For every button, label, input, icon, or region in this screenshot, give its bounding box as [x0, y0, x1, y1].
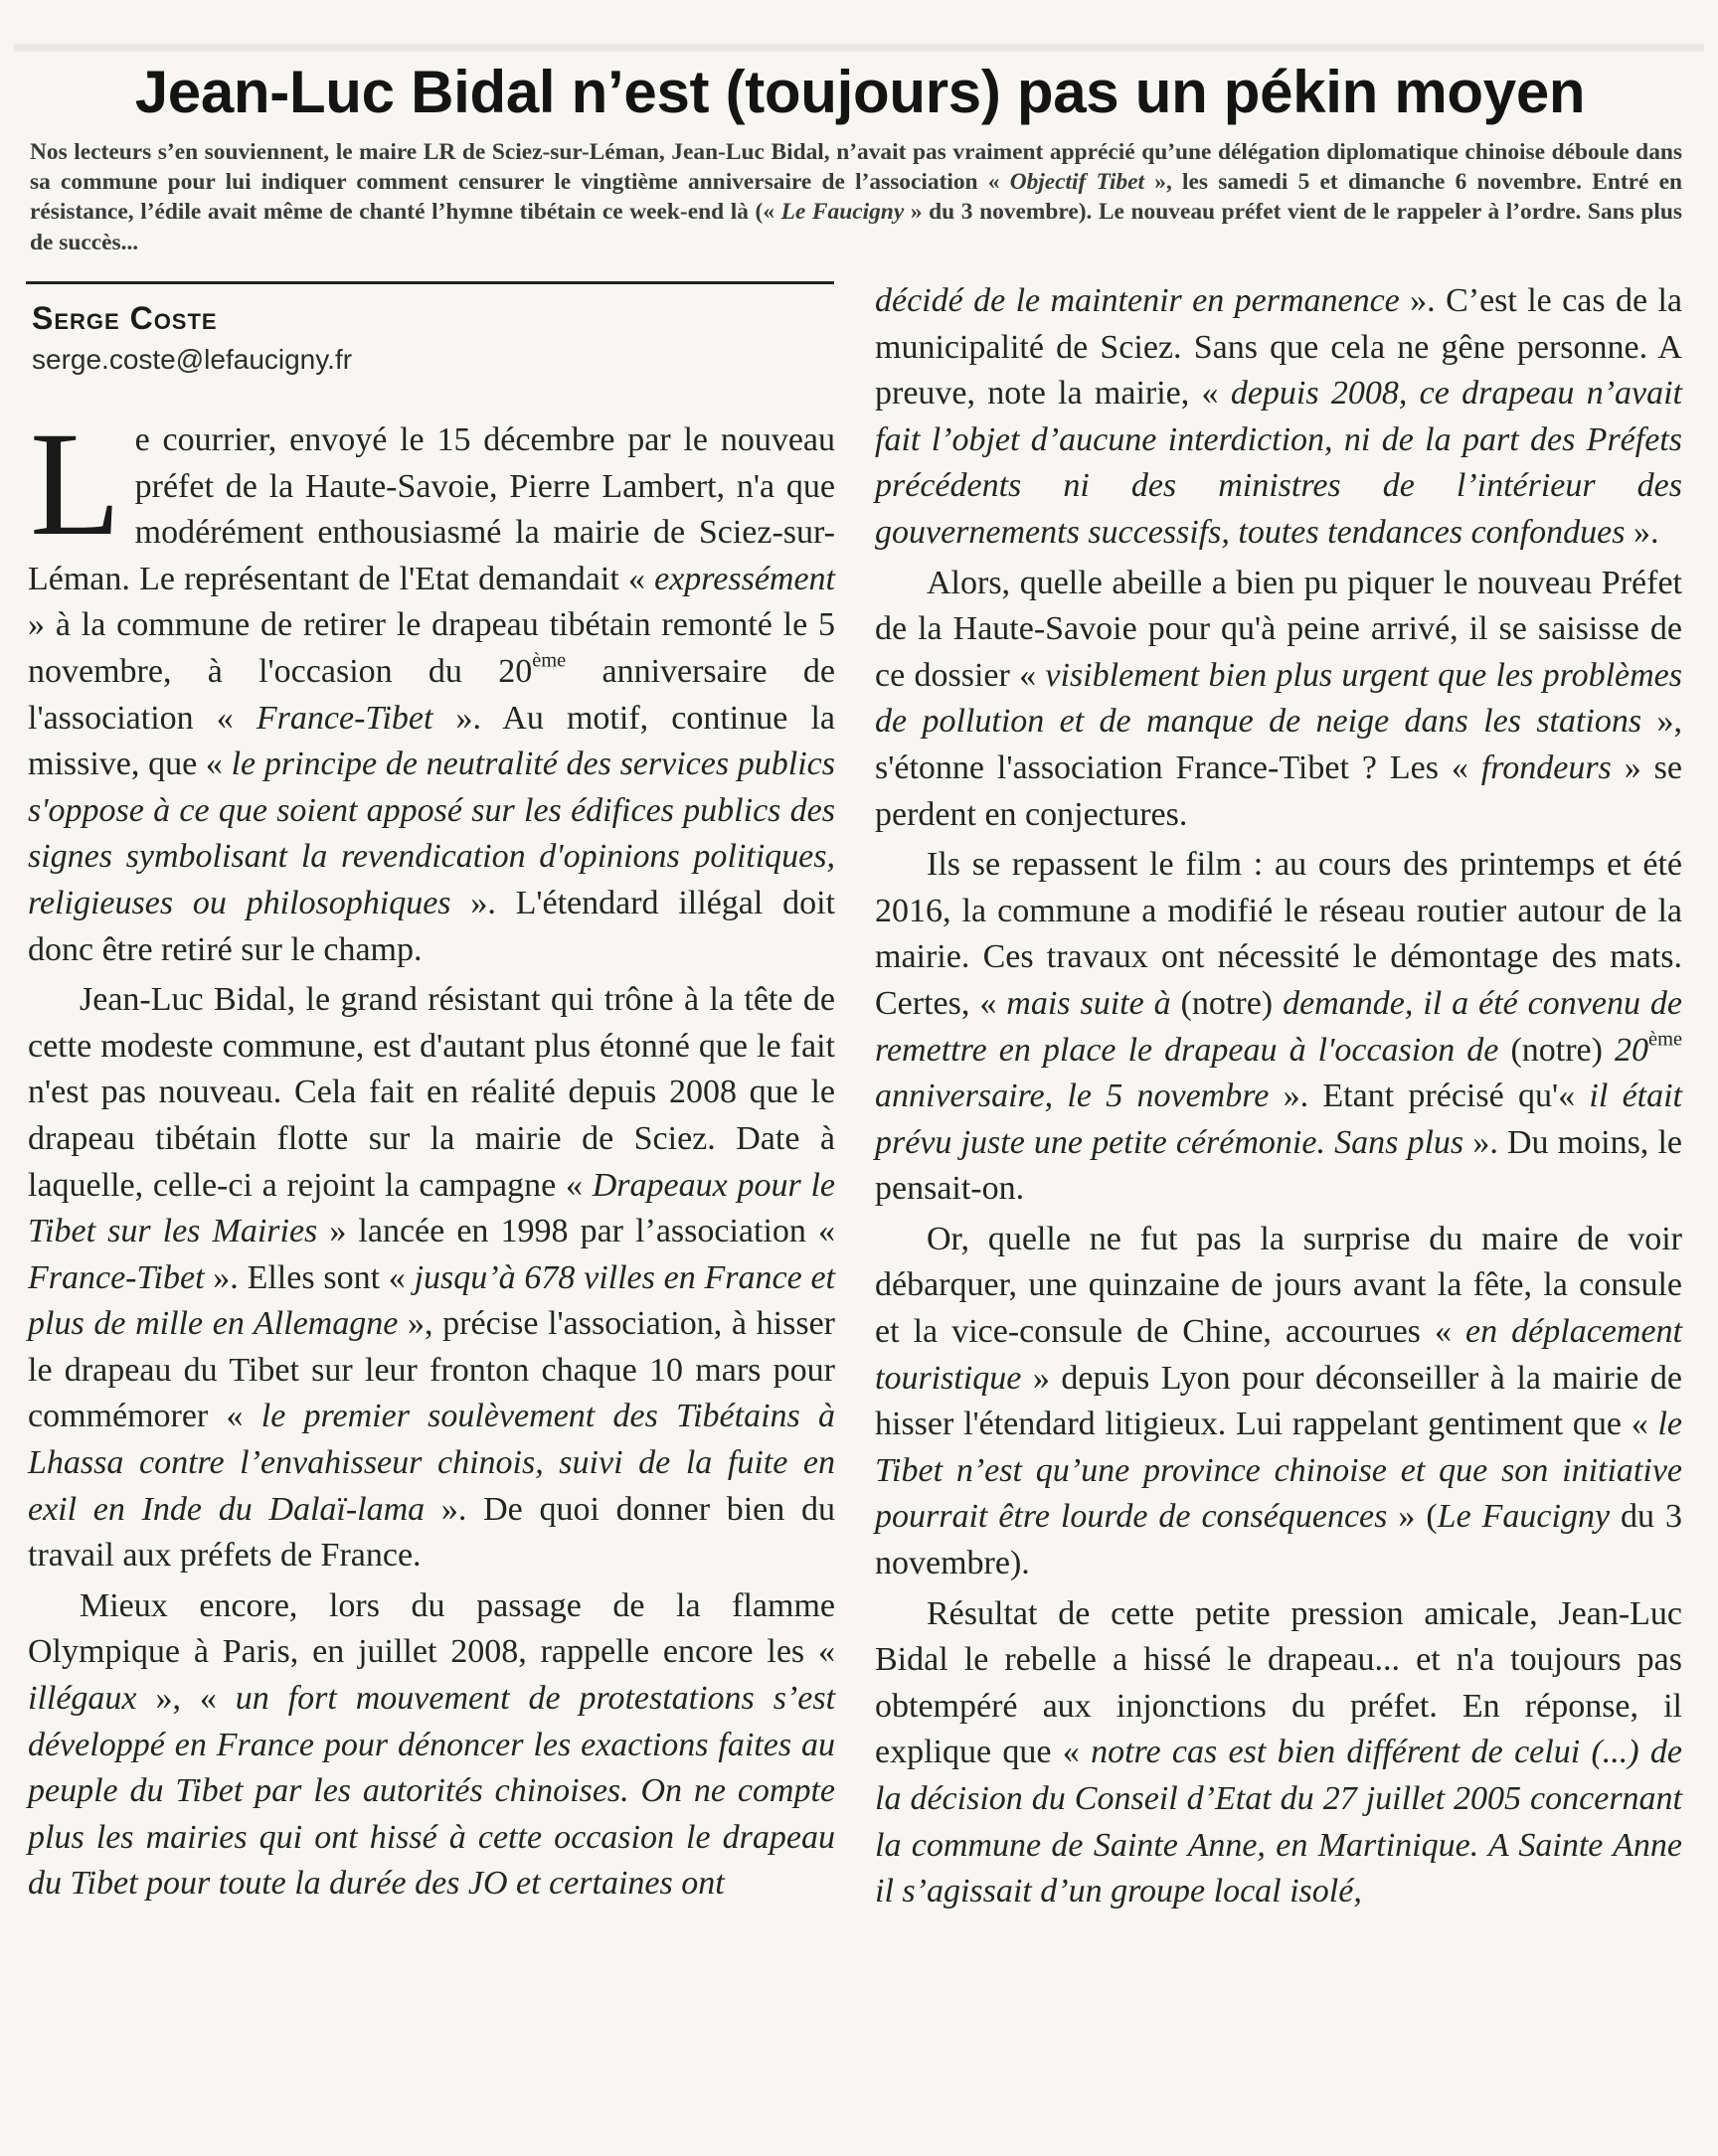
- body-emphasis: il était prévu juste une petite cérémonie. Sans plus: [875, 1078, 1682, 1161]
- body-text: ».: [1625, 513, 1659, 551]
- chapo-text: », les samedi 5 et dimanche 6 novembre. Entré en résistance, l’édile avait même de chanté l’hymne tibétain ce week-end là («: [30, 169, 1682, 226]
- body-text: ». De quoi donner bien du travail aux préfets de France.: [28, 1490, 835, 1575]
- body-emphasis: décidé de le maintenir en permanence: [875, 282, 1400, 319]
- body-emphasis: depuis 2008, ce drapeau n’avait fait l’objet d’aucune interdiction, ni de la part des Préfets précédents ni des ministres de l’intérieur des gouvernements successifs, toutes tendances confondues: [875, 375, 1683, 551]
- article-column-left: [28, 402, 836, 1911]
- body-emphasis: expressément: [654, 560, 835, 597]
- body-emphasis: un fort mouvement de protestations s’est développé en France pour dénoncer les exactions faites au peuple du Tibet par les autorités chinoises. On ne compte plus les mairies qui ont hissé à cette occasion le drapeau du Tibet pour toute la durée des JO et certaines ont: [28, 1680, 836, 1903]
- body-text: (notre): [1498, 1031, 1616, 1069]
- body-text: du 3 novembre).: [875, 1498, 1683, 1582]
- body-emphasis: mais suite à: [1006, 984, 1171, 1022]
- body-text: Ils se repassent le film : au cours des printemps et été 2016, la commune a modifié le réseau routier autour de la mairie. Ces travaux ont nécessité le démontage des mats. Certes, «: [875, 846, 1682, 1022]
- superscript: ème: [1648, 1028, 1682, 1051]
- body-text: Jean-Luc Bidal, le grand résistant qui trône à la tête de cette modeste commune, est d'autant plus étonné que le fait n'est pas nouveau. Cela fait en réalité depuis 2008 que le drapeau tibétain flotte sur la mairie de Sciez. Date à laquelle, celle-ci a rejoint la campagne «: [28, 981, 835, 1204]
- paragraph: [875, 278, 1682, 557]
- body-text: (notre): [1170, 984, 1284, 1022]
- body-emphasis: 20: [1615, 1031, 1649, 1069]
- paragraph: [875, 1591, 1682, 1915]
- body-text: Résultat de cette petite pression amicale, Jean-Luc Bidal le rebelle a hissé le drapeau... et n'a toujours pas obtempéré aux injonctions du préfet. En réponse, il explique que «: [875, 1594, 1682, 1771]
- author-name: Serge Coste: [32, 300, 218, 336]
- body-text: e courrier, envoyé le 15 décembre par le nouveau préfet de la Haute-Savoie, Pierre Lambert, n'a que modérément enthousiasmé la mairie de Sciez-sur-Léman. Le représentant de l'Etat demandait «: [28, 421, 835, 597]
- body-emphasis: le Tibet n’est qu’une province chinoise et que son initiative pourrait être lourde de conséquences: [875, 1406, 1682, 1536]
- body-text: ». Au motif, continue la missive, que «: [28, 699, 836, 783]
- chapo-emphasis: Objectif Tibet: [1009, 169, 1145, 196]
- author-email: serge.coste@lefaucigny.fr: [32, 344, 353, 375]
- body-emphasis: France-Tibet: [28, 1258, 205, 1296]
- body-emphasis: France-Tibet: [256, 699, 433, 737]
- body-emphasis: anniversaire, le 5 novembre: [875, 1078, 1270, 1115]
- body-text: ». Etant précisé qu'«: [1269, 1078, 1590, 1115]
- paragraph: [875, 561, 1682, 839]
- body-text: » à la commune de retirer le drapeau tibétain remonté le 5 novembre, à l'occasion du 20: [28, 606, 835, 690]
- body-emphasis: en déplacement touristique: [875, 1313, 1682, 1397]
- body-text: » lancée en 1998 par l’association «: [317, 1213, 835, 1250]
- paragraph: [28, 977, 835, 1579]
- body-emphasis: Le Faucigny: [1437, 1498, 1611, 1536]
- paragraph: [875, 842, 1682, 1213]
- body-text: », s'étonne l'association France-Tibet ? Les «: [875, 703, 1683, 786]
- standfirst: [30, 137, 1682, 257]
- byline: [32, 296, 847, 380]
- article-column-right: [875, 278, 1682, 1919]
- superscript: ème: [532, 649, 567, 672]
- chapo-text: Nos lecteurs s’en souviennent, le maire LR de Sciez-sur-Léman, Jean-Luc Bidal, n’avait pas vraiment apprécié qu’une délégation diplomatique chinoise déboule dans sa commune pour lui indiquer comment censurer le vingtième anniversaire de l’association «: [30, 139, 1682, 196]
- body-text: Alors, quelle abeille a bien pu piquer le nouveau Préfet de la Haute-Savoie pour qu'à peine arrivé, il se saisisse de ce dossier «: [875, 564, 1682, 694]
- body-emphasis: le principe de neutralité des services publics s'oppose à ce que soient apposé sur les édifices publics des signes symbolisant la revendication d'opinions politiques, religieuses ou philosophiques: [28, 746, 835, 921]
- body-text: » (: [1387, 1498, 1438, 1536]
- body-emphasis: frondeurs: [1480, 748, 1612, 786]
- body-text: anniversaire de l'association «: [28, 652, 835, 737]
- chapo-emphasis: Le Faucigny: [780, 199, 905, 226]
- body-text: » se perdent en conjectures.: [875, 748, 1682, 833]
- body-text: » depuis Lyon pour déconseiller à la mairie de hisser l'étendard litigieux. Lui rappelant gentiment que «: [875, 1359, 1682, 1443]
- body-emphasis: notre cas est bien différent de celui (...) de la décision du Conseil d’Etat du 27 juillet 2005 concernant la commune de Sainte Anne, en Martinique. A Sainte Anne il s’agissait d’un groupe local isolé,: [875, 1734, 1682, 1910]
- byline-rule: [26, 281, 834, 284]
- drop-cap: L: [30, 402, 121, 567]
- body-text: », «: [136, 1680, 236, 1718]
- body-text: ». C’est le cas de la municipalité de Sciez. Sans que cela ne gêne personne. A preuve, note la mairie, «: [875, 282, 1682, 413]
- chapo-text: » du 3 novembre). Le nouveau préfet vient de le rappeler à l’ordre. Sans plus de succès...: [30, 199, 1682, 255]
- body-emphasis: visiblement bien plus urgent que les problèmes de pollution et de manque de neige dans les stations: [875, 656, 1682, 741]
- body-emphasis: le premier soulèvement des Tibétains à Lhassa contre l’envahisseur chinois, suivi de la fuite en exil en Inde du Dalaï-lama: [28, 1398, 835, 1528]
- paragraph: [28, 402, 836, 973]
- body-text: Or, quelle ne fut pas la surprise du maire de voir débarquer, une quinzaine de jours avant la fête, la consule et la vice-consule de Chine, accourues «: [875, 1220, 1682, 1351]
- top-edge-strip: [14, 44, 1704, 52]
- paragraph: [875, 1217, 1682, 1587]
- body-emphasis: jusqu’à 678 villes en France et plus de mille en Allemagne: [28, 1258, 835, 1343]
- body-emphasis: demande, il a été convenu de remettre en place le drapeau à l'occasion de: [875, 984, 1682, 1069]
- body-emphasis: Drapeaux pour le Tibet sur les Mairies: [28, 1166, 835, 1250]
- body-text: », précise l'association, à hisser le drapeau du Tibet sur leur fronton chaque 10 mars pour commémorer «: [28, 1305, 835, 1435]
- body-emphasis: illégaux: [28, 1680, 137, 1718]
- headline: Jean-Luc Bidal n’est (toujours) pas un pékin moyen: [134, 59, 1586, 125]
- body-text: Mieux encore, lors du passage de la flamme Olympique à Paris, en juillet 2008, rappelle encore les «: [28, 1586, 835, 1671]
- body-text: ». Du moins, le pensait-on.: [875, 1123, 1682, 1208]
- body-text: ». Elles sont «: [204, 1258, 415, 1296]
- paragraph: [28, 1583, 835, 1907]
- body-text: ». L'étendard illégal doit donc être retiré sur le champ.: [28, 884, 836, 968]
